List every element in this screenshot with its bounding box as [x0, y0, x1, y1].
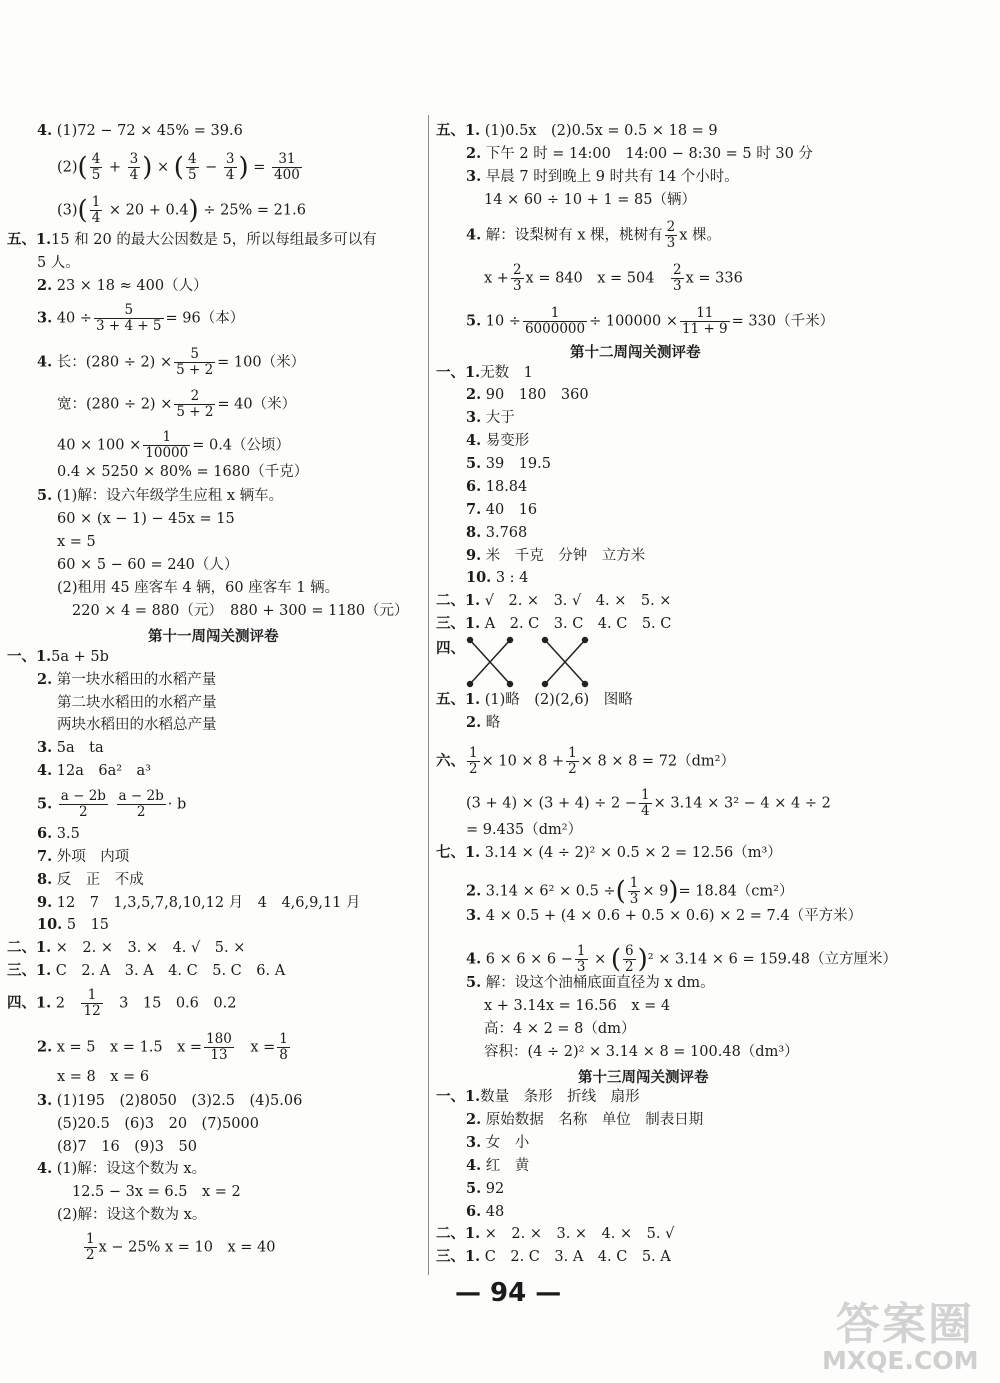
- match-dot: [468, 638, 473, 643]
- answer-line: 五、1. (1)略 (2)(2,6) 图略: [436, 691, 633, 708]
- match-dot: [508, 682, 513, 687]
- fraction: $\frac{1}{12}$: [83, 987, 101, 1019]
- answer-line: 8. 反 正 不成: [37, 871, 144, 888]
- answer-line: 容积：(4 ÷ 2)² × 3.14 × 8 = 100.48（dm³）: [484, 1044, 799, 1060]
- answer-line: 5. $\frac{a - 2b}{2}$ $\frac{a - 2b}{2}$ · b: [37, 788, 187, 820]
- fraction: $\frac{1}{8}$: [279, 1031, 288, 1063]
- answer-line: 3. 女 小: [466, 1134, 530, 1151]
- watermark-logo: [822, 1288, 994, 1378]
- answer-line: 5. 39 19.5: [466, 455, 551, 472]
- fraction: $\frac{1}{10000}$: [145, 429, 189, 461]
- answer-line: 3. 5a ta: [37, 739, 104, 756]
- match-dot: [468, 682, 473, 687]
- answer-line: 4. (1)72 − 72 × 45% = 39.6: [37, 122, 243, 139]
- fraction: $\frac{6}{2}$: [625, 943, 634, 975]
- answer-line: (2)( $\frac{4}{5}$ + $\frac{3}{4}$ ) × ( $\frac{4}{5}$ − $\frac{3}{4}$ ) = $\frac{31}{400}$: [57, 151, 300, 183]
- answer-line: x = 5: [57, 534, 96, 550]
- match-dot: [508, 638, 513, 643]
- fraction: $\frac{2}{3}$: [512, 262, 522, 294]
- match-dot: [543, 638, 548, 643]
- answer-line: 10. 3 : 4: [466, 569, 529, 586]
- answer-line: 4. 6 × 6 × 6 − $\frac{1}{3}$ × ( $\frac{6}{2}$ )² × 3.14 × 6 = 159.48（立方厘米）: [466, 943, 897, 975]
- fraction: $\frac{5}{3 + 4 + 5}$: [95, 302, 162, 334]
- answer-line: 二、1. × 2. × 3. × 4. √ 5. ×: [7, 939, 246, 956]
- answer-line: 0.4 × 5250 × 80% = 1680（千克）: [57, 464, 309, 480]
- answer-line: 五、1.15 和 20 的最大公因数是 5，所以每组最多可以有: [7, 231, 377, 248]
- answer-line: 10. 5 15: [37, 916, 110, 933]
- answer-line: 2. 23 × 18 ≈ 400（人）: [37, 277, 208, 294]
- answer-line: (8)7 16 (9)3 50: [57, 1139, 197, 1155]
- answer-line: 三、1. A 2. C 3. C 4. C 5. C: [436, 615, 672, 632]
- answer-line: 9. 米 千克 分钟 立方米: [466, 547, 646, 564]
- fraction: $\frac{31}{400}$: [274, 151, 300, 183]
- fraction: $\frac{1}{3}$: [576, 943, 586, 975]
- answer-line: 一、1.5a + 5b: [7, 648, 109, 665]
- match-dot: [583, 638, 588, 643]
- section-heading: 第十一周闯关测评卷: [148, 628, 279, 645]
- answer-line: 二、1. √ 2. × 3. √ 4. × 5. ×: [436, 592, 672, 609]
- answer-line: 5 人。: [37, 255, 80, 271]
- answer-line: x + 3.14x = 16.56 x = 4: [484, 998, 671, 1014]
- match-dot: [583, 682, 588, 687]
- answer-line: 2. 第一块水稻田的水稻产量: [37, 671, 217, 688]
- section-heading: 第十三周闯关测评卷: [578, 1069, 709, 1086]
- answer-line: 4. 12a 6a² a³: [37, 762, 151, 779]
- answer-line: 一、1.数量 条形 折线 扇形: [436, 1088, 640, 1105]
- match-dot: [543, 682, 548, 687]
- fraction: $\frac{1}{2}$: [86, 1231, 95, 1263]
- fraction: $\frac{1}{4}$: [640, 787, 650, 819]
- answer-line: 三、1. C 2. A 3. A 4. C 5. C 6. A: [7, 962, 286, 979]
- fraction: $\frac{4}{5}$: [91, 151, 101, 183]
- answer-line: 4. (1)解：设这个数为 x。: [37, 1160, 207, 1177]
- answer-line: $\frac{1}{2}$ x − 25% x = 10 x = 40: [86, 1231, 276, 1263]
- answer-line: 3. 40 ÷ $\frac{5}{3 + 4 + 5}$ = 96（本）: [37, 302, 245, 334]
- answer-line: 4. 红 黄: [466, 1157, 530, 1174]
- answer-line: (2)租用 45 座客车 4 辆，60 座客车 1 辆。: [57, 580, 340, 596]
- column-divider: [428, 115, 429, 1275]
- answer-line: 7. 40 16: [466, 501, 538, 518]
- answer-line: 14 × 60 ÷ 10 + 1 = 85（辆）: [484, 192, 696, 208]
- answer-line: 七、1. 3.14 × (4 ÷ 2)² × 0.5 × 2 = 12.56（m³）: [436, 844, 782, 861]
- fraction: $\frac{11}{11 + 9}$: [681, 305, 728, 337]
- answer-line: 四、: [436, 640, 465, 657]
- answer-line: 一、1.无数 1: [436, 364, 533, 381]
- fraction: $\frac{4}{5}$: [187, 151, 197, 183]
- fraction: $\frac{a - 2b}{2}$: [60, 788, 106, 820]
- answer-line: 四、1. 2 $\frac{1}{12}$ 3 15 0.6 0.2: [7, 987, 237, 1019]
- answer-line: 5. 解：设这个油桶底面直径为 x dm。: [466, 974, 715, 991]
- answer-line: 5. 92: [466, 1180, 505, 1197]
- fraction: $\frac{1}{2}$: [568, 745, 577, 777]
- answer-line: 6. 18.84: [466, 478, 528, 495]
- answer-line: 第二块水稻田的水稻产量: [57, 695, 217, 711]
- answer-line: 5. 10 ÷ $\frac{1}{6000000}$ ÷ 100000 × $\frac{11}{11 + 9}$ = 330（千米）: [466, 305, 835, 337]
- answer-line: 7. 外项 内项: [37, 848, 130, 865]
- answer-line: 三、1. C 2. C 3. A 4. C 5. A: [436, 1248, 671, 1265]
- answer-line: 2. 3.14 × 6² × 0.5 ÷( $\frac{1}{3}$ × 9)= 18.84（cm²）: [466, 875, 794, 907]
- answer-line: 40 × 100 × $\frac{1}{10000}$ = 0.4（公顷）: [57, 429, 291, 461]
- fraction: $\frac{a - 2b}{2}$: [118, 788, 164, 820]
- answer-line: 220 × 4 = 880（元） 880 + 300 = 1180（元）: [72, 603, 409, 619]
- answer-line: 4. 解：设梨树有 x 棵，桃树有 $\frac{2}{3}$ x 棵。: [466, 219, 722, 251]
- answer-line: (3)( $\frac{1}{4}$ × 20 + 0.4) ÷ 25% = 21.6: [57, 194, 306, 226]
- answer-line: 两块水稻田的水稻总产量: [57, 717, 217, 733]
- answer-line: 高：4 × 2 = 8（dm）: [484, 1021, 636, 1037]
- answer-line: = 9.435（dm²）: [466, 822, 583, 838]
- answer-line: 9. 12 7 1,3,5,7,8,10,12 月 4 4,6,9,11 月: [37, 894, 361, 911]
- fraction: $\frac{3}{4}$: [129, 151, 139, 183]
- page-number: — 94 —: [455, 1278, 562, 1308]
- answer-line: 2. x = 5 x = 1.5 x = $\frac{180}{13}$ x = $\frac{1}{8}$: [37, 1031, 288, 1063]
- answer-line: 六、 $\frac{1}{2}$ × 10 × 8 + $\frac{1}{2}$ × 8 × 8 = 72（dm²）: [436, 745, 735, 777]
- answer-line: 二、1. × 2. × 3. × 4. × 5. √: [436, 1225, 675, 1242]
- answer-line: (5)20.5 (6)3 20 (7)5000: [57, 1116, 259, 1132]
- watermark-url: MXQE.COM: [822, 1346, 979, 1375]
- matching-diagram: [460, 632, 620, 692]
- answer-line: 6. 3.5: [37, 825, 80, 842]
- answer-line: 12.5 − 3x = 6.5 x = 2: [72, 1184, 241, 1200]
- answer-line: 3. 早晨 7 时到晚上 9 时共有 14 个小时。: [466, 168, 739, 185]
- answer-line: 4. 长：(280 ÷ 2) × $\frac{5}{5 + 2}$ = 100（米）: [37, 346, 306, 378]
- answer-line: (3 + 4) × (3 + 4) ÷ 2 − $\frac{1}{4}$ × 3.14 × 3² − 4 × 4 ÷ 2: [466, 787, 831, 819]
- answer-line: (2)解：设这个数为 x。: [57, 1207, 207, 1223]
- answer-line: x + $\frac{2}{3}$ x = 840 x = 504 $\frac{2}{3}$ x = 336: [484, 262, 743, 294]
- watermark-text: 答案圈: [836, 1299, 974, 1350]
- answer-line: 6. 48: [466, 1203, 505, 1220]
- fraction: $\frac{2}{5 + 2}$: [176, 388, 214, 420]
- answer-line: 宽：(280 ÷ 2) × $\frac{2}{5 + 2}$ = 40（米）: [57, 388, 297, 420]
- answer-line: 五、1. (1)0.5x (2)0.5x = 0.5 × 18 = 9: [436, 122, 718, 139]
- fraction: $\frac{1}{4}$: [91, 194, 101, 226]
- answer-line: 3. 4 × 0.5 + (4 × 0.6 + 0.5 × 0.6) × 2 = 7.4（平方米）: [466, 907, 863, 924]
- section-heading: 第十二周闯关测评卷: [570, 344, 701, 361]
- answer-line: 5. (1)解：设六年级学生应租 x 辆车。: [37, 487, 284, 504]
- answer-line: 2. 下午 2 时 = 14:00 14:00 − 8:30 = 5 时 30 分: [466, 145, 813, 162]
- fraction: $\frac{2}{3}$: [672, 262, 682, 294]
- answer-line: 2. 原始数据 名称 单位 制表日期: [466, 1111, 704, 1128]
- answer-line: 8. 3.768: [466, 524, 528, 541]
- fraction: $\frac{1}{6000000}$: [524, 305, 586, 337]
- answer-line: x = 8 x = 6: [57, 1069, 150, 1085]
- fraction: $\frac{2}{3}$: [666, 219, 676, 251]
- answer-line: 2. 略: [466, 714, 501, 731]
- answer-line: 3. 大于: [466, 409, 515, 426]
- fraction: $\frac{3}{4}$: [225, 151, 235, 183]
- fraction: $\frac{180}{13}$: [206, 1031, 232, 1063]
- answer-line: 4. 易变形: [466, 432, 530, 449]
- answer-line: 3. (1)195 (2)8050 (3)2.5 (4)5.06: [37, 1092, 303, 1109]
- fraction: $\frac{1}{3}$: [629, 875, 639, 907]
- fraction: $\frac{1}{2}$: [469, 745, 478, 777]
- answer-line: 60 × 5 − 60 = 240（人）: [57, 557, 239, 573]
- answer-line: 60 × (x − 1) − 45x = 15: [57, 511, 235, 527]
- fraction: $\frac{5}{5 + 2}$: [176, 346, 214, 378]
- answer-line: 2. 90 180 360: [466, 386, 589, 403]
